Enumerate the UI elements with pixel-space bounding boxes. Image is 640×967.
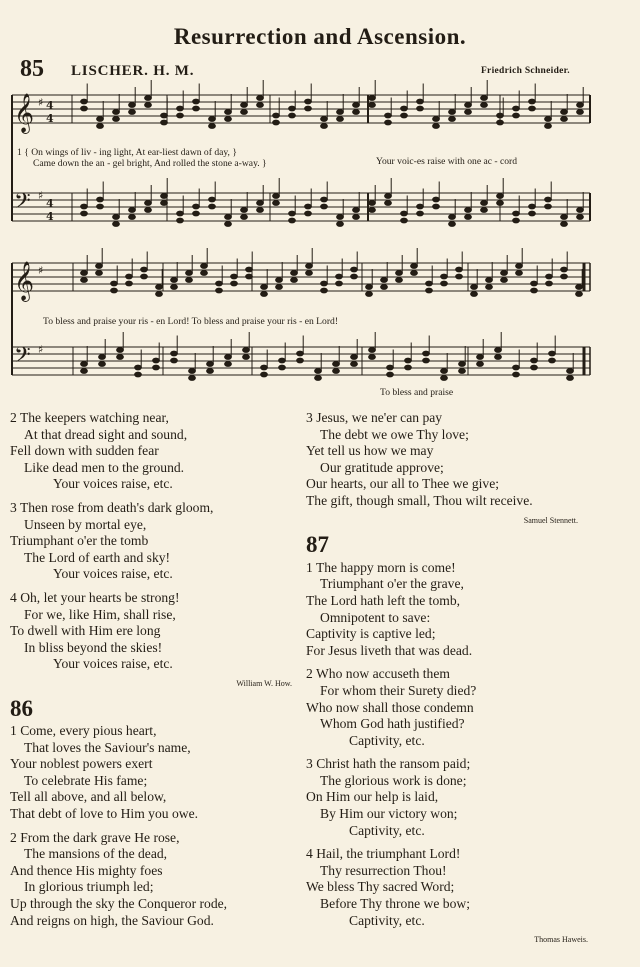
note-head bbox=[529, 106, 536, 111]
note-head bbox=[321, 281, 328, 286]
note-head bbox=[225, 117, 232, 122]
note-head bbox=[396, 271, 403, 276]
note-head bbox=[257, 201, 264, 206]
note-head bbox=[81, 362, 88, 367]
note-head bbox=[177, 218, 184, 223]
note-head bbox=[171, 358, 178, 363]
note-head bbox=[567, 369, 574, 374]
note-head bbox=[396, 278, 403, 283]
hymn87-stanza-2: 2 Who now accuseth them For whom their Surety died? Who now shall those condemn Whom God hath justified? Captivity, etc. bbox=[306, 666, 477, 748]
note-head bbox=[297, 351, 304, 356]
note-head bbox=[561, 110, 568, 115]
note-head bbox=[531, 358, 538, 363]
note-head bbox=[225, 222, 232, 227]
note-head bbox=[481, 201, 488, 206]
note-head bbox=[193, 211, 200, 216]
note-head bbox=[141, 274, 148, 279]
note-head bbox=[111, 281, 118, 286]
note-head bbox=[385, 120, 392, 125]
note-head bbox=[209, 117, 216, 122]
note-head bbox=[529, 204, 536, 209]
refrain-start: Your voic-es raise with one ac - cord bbox=[376, 156, 518, 167]
note-head bbox=[273, 113, 280, 118]
note-head bbox=[289, 218, 296, 223]
note-head bbox=[456, 267, 463, 272]
page-title: Resurrection and Ascension. bbox=[173, 24, 467, 49]
note-head bbox=[545, 204, 552, 209]
note-head bbox=[545, 197, 552, 202]
note-head bbox=[477, 362, 484, 367]
note-head bbox=[273, 201, 280, 206]
note-head bbox=[243, 355, 250, 360]
note-head bbox=[577, 215, 584, 220]
note-head bbox=[577, 110, 584, 115]
note-head bbox=[545, 124, 552, 129]
note-head bbox=[577, 208, 584, 213]
note-head bbox=[145, 201, 152, 206]
note-head bbox=[449, 110, 456, 115]
note-head bbox=[156, 292, 163, 297]
note-head bbox=[529, 211, 536, 216]
note-head bbox=[353, 103, 360, 108]
note-head bbox=[289, 106, 296, 111]
hymn-86-number: 86 bbox=[10, 695, 33, 721]
note-head bbox=[261, 372, 268, 377]
note-head bbox=[81, 204, 88, 209]
note-head bbox=[366, 292, 373, 297]
note-head bbox=[261, 365, 268, 370]
note-head bbox=[145, 96, 152, 101]
note-head bbox=[495, 348, 502, 353]
note-head bbox=[81, 106, 88, 111]
note-head bbox=[433, 117, 440, 122]
note-head bbox=[241, 208, 248, 213]
svg-text:♯: ♯ bbox=[38, 264, 44, 277]
composer-credit: Friedrich Schneider. bbox=[480, 66, 570, 76]
note-head bbox=[145, 103, 152, 108]
note-head bbox=[387, 372, 394, 377]
note-head bbox=[305, 106, 312, 111]
note-head bbox=[369, 201, 376, 206]
treble-clef-icon: 𝄞 bbox=[14, 261, 35, 301]
svg-text:4: 4 bbox=[46, 99, 54, 112]
note-head bbox=[135, 372, 142, 377]
note-head bbox=[225, 355, 232, 360]
treble-clef-icon: 𝄞 bbox=[14, 93, 35, 133]
right-column bbox=[306, 410, 598, 955]
note-head bbox=[495, 355, 502, 360]
hymn85-stanza-3: 3 Then rose from death's dark gloom, Unseen by mortal eye, Triumphant o'er the tomb The Lord of earth and sky! Your voices raise, etc. bbox=[10, 499, 214, 582]
note-head bbox=[513, 218, 520, 223]
note-head bbox=[561, 117, 568, 122]
note-head bbox=[306, 271, 313, 276]
bass-clef-icon: 𝄢 bbox=[14, 189, 31, 219]
note-head bbox=[276, 285, 283, 290]
note-head bbox=[129, 110, 136, 115]
svg-text:4: 4 bbox=[46, 210, 54, 223]
hymn87-stanza-4: 4 Hail, the triumphant Lord! Thy resurrection Thou! We bless Thy sacred Word; Before Thy throne we bow; Captivity, etc. bbox=[306, 846, 470, 928]
hymn87-stanza-3: 3 Christ hath the ransom paid; The glorious work is done; On Him our help is laid, By Him our victory won; Captivity, etc. bbox=[306, 756, 471, 838]
note-head bbox=[141, 267, 148, 272]
note-head bbox=[337, 110, 344, 115]
note-head bbox=[549, 351, 556, 356]
note-head bbox=[459, 369, 466, 374]
note-head bbox=[97, 124, 104, 129]
note-head bbox=[336, 274, 343, 279]
note-head bbox=[465, 103, 472, 108]
note-head bbox=[549, 358, 556, 363]
note-head bbox=[405, 365, 412, 370]
note-head bbox=[401, 113, 408, 118]
note-head bbox=[99, 362, 106, 367]
verse1-line2: Came down the an - gel bright, And rolled the stone a-way. } bbox=[33, 158, 267, 169]
note-head bbox=[353, 215, 360, 220]
hymn87-author: Thomas Haweis. bbox=[534, 935, 588, 945]
note-head bbox=[97, 204, 104, 209]
note-head bbox=[117, 355, 124, 360]
note-head bbox=[513, 372, 520, 377]
hymn86-author: Samuel Stennett. bbox=[523, 515, 578, 525]
verse1-line1: 1 { On wings of liv - ing light, At ear-liest dawn of day, } bbox=[17, 147, 237, 158]
svg-text:4: 4 bbox=[46, 197, 54, 210]
note-head bbox=[305, 211, 312, 216]
bass-cue-lyrics: To bless and praise bbox=[380, 387, 454, 398]
note-head bbox=[351, 362, 358, 367]
note-head bbox=[381, 278, 388, 283]
note-head bbox=[241, 103, 248, 108]
note-head bbox=[567, 376, 574, 381]
note-head bbox=[177, 113, 184, 118]
note-head bbox=[321, 204, 328, 209]
note-head bbox=[209, 124, 216, 129]
note-head bbox=[471, 285, 478, 290]
note-head bbox=[381, 285, 388, 290]
note-head bbox=[321, 117, 328, 122]
note-head bbox=[279, 358, 286, 363]
note-head bbox=[441, 281, 448, 286]
note-head bbox=[145, 208, 152, 213]
note-head bbox=[337, 215, 344, 220]
note-head bbox=[257, 96, 264, 101]
note-head bbox=[305, 204, 312, 209]
note-head bbox=[126, 281, 133, 286]
note-head bbox=[189, 369, 196, 374]
note-head bbox=[417, 211, 424, 216]
note-head bbox=[81, 369, 88, 374]
note-head bbox=[531, 281, 538, 286]
note-head bbox=[513, 106, 520, 111]
note-head bbox=[257, 103, 264, 108]
note-head bbox=[261, 292, 268, 297]
note-head bbox=[321, 124, 328, 129]
note-head bbox=[423, 351, 430, 356]
note-head bbox=[231, 274, 238, 279]
note-head bbox=[385, 201, 392, 206]
note-head bbox=[423, 358, 430, 363]
note-head bbox=[241, 215, 248, 220]
note-head bbox=[531, 288, 538, 293]
note-head bbox=[411, 264, 418, 269]
note-head bbox=[279, 365, 286, 370]
note-head bbox=[426, 288, 433, 293]
note-head bbox=[126, 274, 133, 279]
note-head bbox=[546, 274, 553, 279]
note-head bbox=[387, 365, 394, 370]
note-head bbox=[417, 204, 424, 209]
note-head bbox=[336, 281, 343, 286]
note-head bbox=[96, 271, 103, 276]
note-head bbox=[201, 271, 208, 276]
note-head bbox=[225, 215, 232, 220]
note-head bbox=[225, 110, 232, 115]
note-head bbox=[545, 117, 552, 122]
note-head bbox=[81, 278, 88, 283]
note-head bbox=[333, 369, 340, 374]
note-head bbox=[129, 103, 136, 108]
note-head bbox=[456, 274, 463, 279]
note-head bbox=[433, 124, 440, 129]
note-head bbox=[225, 362, 232, 367]
note-head bbox=[561, 267, 568, 272]
note-head bbox=[243, 348, 250, 353]
note-head bbox=[321, 197, 328, 202]
note-head bbox=[161, 194, 168, 199]
note-head bbox=[276, 278, 283, 283]
note-head bbox=[201, 264, 208, 269]
svg-text:♯: ♯ bbox=[38, 96, 44, 109]
note-head bbox=[501, 271, 508, 276]
note-head bbox=[161, 113, 168, 118]
note-head bbox=[497, 201, 504, 206]
note-head bbox=[401, 218, 408, 223]
bass-clef-icon: 𝄢 bbox=[14, 343, 31, 373]
note-head bbox=[426, 281, 433, 286]
note-head bbox=[576, 292, 583, 297]
system2-lyrics: To bless and praise your ris - en Lord! To bless and praise your ris - en Lord! bbox=[43, 316, 339, 327]
svg-text:4: 4 bbox=[46, 112, 54, 125]
note-head bbox=[97, 117, 104, 122]
note-head bbox=[209, 204, 216, 209]
note-head bbox=[351, 274, 358, 279]
note-head bbox=[465, 208, 472, 213]
note-head bbox=[497, 113, 504, 118]
note-head bbox=[501, 278, 508, 283]
note-head bbox=[353, 208, 360, 213]
note-head bbox=[113, 110, 120, 115]
note-head bbox=[177, 211, 184, 216]
note-head bbox=[369, 348, 376, 353]
note-head bbox=[513, 211, 520, 216]
note-head bbox=[337, 117, 344, 122]
note-head bbox=[129, 215, 136, 220]
note-head bbox=[369, 208, 376, 213]
note-head bbox=[366, 285, 373, 290]
note-head bbox=[576, 285, 583, 290]
note-head bbox=[216, 288, 223, 293]
note-head bbox=[333, 362, 340, 367]
note-head bbox=[273, 194, 280, 199]
note-head bbox=[449, 215, 456, 220]
note-head bbox=[261, 285, 268, 290]
hymn87-stanza-1: 1 The happy morn is come! Triumphant o'er the grave, The Lord hath left the tomb, Omnipotent to save: Captivity is captive led; For Jesus liveth that was dead. bbox=[306, 559, 473, 658]
note-head bbox=[189, 376, 196, 381]
hymn85-stanza-2: 2 The keepers watching near, At that dread sight and sound, Fell down with sudden fear Like dead men to the ground. Your voices raise, etc. bbox=[10, 410, 188, 492]
hymn-87-number: 87 bbox=[306, 532, 329, 558]
tune-name: LISCHER. H. M. bbox=[71, 63, 195, 79]
note-head bbox=[306, 264, 313, 269]
note-head bbox=[129, 208, 136, 213]
note-head bbox=[441, 376, 448, 381]
note-head bbox=[471, 292, 478, 297]
note-head bbox=[433, 204, 440, 209]
note-head bbox=[177, 106, 184, 111]
note-head bbox=[481, 96, 488, 101]
note-head bbox=[135, 365, 142, 370]
note-head bbox=[516, 264, 523, 269]
note-head bbox=[351, 355, 358, 360]
music-score bbox=[0, 0, 640, 400]
note-head bbox=[516, 271, 523, 276]
note-head bbox=[577, 103, 584, 108]
note-head bbox=[433, 197, 440, 202]
note-head bbox=[246, 274, 253, 279]
note-head bbox=[291, 271, 298, 276]
note-head bbox=[417, 99, 424, 104]
hymn85-author: William W. How. bbox=[236, 678, 292, 688]
note-head bbox=[207, 369, 214, 374]
note-head bbox=[529, 99, 536, 104]
note-head bbox=[171, 351, 178, 356]
note-head bbox=[209, 197, 216, 202]
note-head bbox=[315, 376, 322, 381]
hymn85-stanza-4: 4 Oh, let your hearts be strong! For we, like Him, shall rise, To dwell with Him ere long In bliss beyond the skies! Your voices raise, etc. bbox=[10, 589, 180, 672]
note-head bbox=[81, 99, 88, 104]
note-head bbox=[171, 285, 178, 290]
note-head bbox=[497, 194, 504, 199]
note-head bbox=[486, 285, 493, 290]
note-head bbox=[441, 369, 448, 374]
note-head bbox=[241, 110, 248, 115]
hymn86-stanza-1: 1 Come, every pious heart, That loves the Saviour's name, Your noblest powers exert To celebrate His fame; Tell all above, and all below, That debt of love to Him you owe. bbox=[10, 723, 199, 822]
note-head bbox=[481, 208, 488, 213]
note-head bbox=[113, 117, 120, 122]
note-head bbox=[531, 365, 538, 370]
note-head bbox=[297, 358, 304, 363]
note-head bbox=[449, 117, 456, 122]
note-head bbox=[156, 285, 163, 290]
note-head bbox=[113, 215, 120, 220]
note-head bbox=[97, 197, 104, 202]
note-head bbox=[405, 358, 412, 363]
note-head bbox=[546, 281, 553, 286]
note-head bbox=[465, 215, 472, 220]
note-head bbox=[216, 281, 223, 286]
note-head bbox=[411, 271, 418, 276]
hymn86-stanza-2: 2 From the dark grave He rose, The mansions of the dead, And thence His mighty foes In glorious triumph led; Up through the sky the Conqueror rode, And reigns on high, the Saviour God. bbox=[10, 829, 228, 928]
note-head bbox=[99, 355, 106, 360]
note-head bbox=[193, 204, 200, 209]
note-head bbox=[321, 288, 328, 293]
note-head bbox=[246, 267, 253, 272]
note-head bbox=[193, 99, 200, 104]
note-head bbox=[561, 222, 568, 227]
note-head bbox=[369, 355, 376, 360]
note-head bbox=[481, 103, 488, 108]
note-head bbox=[561, 215, 568, 220]
note-head bbox=[113, 222, 120, 227]
note-head bbox=[401, 106, 408, 111]
note-head bbox=[186, 271, 193, 276]
hymn-85-number: 85 bbox=[20, 56, 44, 82]
note-head bbox=[81, 211, 88, 216]
note-head bbox=[449, 222, 456, 227]
note-head bbox=[291, 278, 298, 283]
note-head bbox=[385, 194, 392, 199]
note-head bbox=[305, 99, 312, 104]
note-head bbox=[369, 96, 376, 101]
note-head bbox=[207, 362, 214, 367]
note-head bbox=[193, 106, 200, 111]
note-head bbox=[401, 211, 408, 216]
note-head bbox=[497, 120, 504, 125]
note-head bbox=[289, 211, 296, 216]
note-head bbox=[111, 288, 118, 293]
svg-text:♯: ♯ bbox=[38, 189, 44, 202]
note-head bbox=[96, 264, 103, 269]
note-head bbox=[385, 113, 392, 118]
note-head bbox=[161, 120, 168, 125]
note-head bbox=[513, 113, 520, 118]
note-head bbox=[441, 274, 448, 279]
note-head bbox=[231, 281, 238, 286]
note-head bbox=[561, 274, 568, 279]
note-head bbox=[171, 278, 178, 283]
note-head bbox=[486, 278, 493, 283]
note-head bbox=[513, 365, 520, 370]
note-head bbox=[257, 208, 264, 213]
note-head bbox=[353, 110, 360, 115]
note-head bbox=[161, 201, 168, 206]
svg-text:♯: ♯ bbox=[38, 343, 44, 356]
note-head bbox=[351, 267, 358, 272]
note-head bbox=[465, 110, 472, 115]
left-column bbox=[10, 410, 300, 936]
note-head bbox=[369, 103, 376, 108]
note-head bbox=[273, 120, 280, 125]
note-head bbox=[417, 106, 424, 111]
hymn86-stanza-3: 3 Jesus, we ne'er can pay The debt we owe Thy love; Yet tell us how we may Our gratitude approve; Our hearts, our all to Thee we give; The gift, though small, Thou wilt receive. bbox=[306, 410, 533, 508]
note-head bbox=[153, 358, 160, 363]
note-head bbox=[117, 348, 124, 353]
note-head bbox=[153, 365, 160, 370]
note-head bbox=[186, 278, 193, 283]
note-head bbox=[289, 113, 296, 118]
note-head bbox=[337, 222, 344, 227]
note-head bbox=[477, 355, 484, 360]
note-head bbox=[315, 369, 322, 374]
note-head bbox=[459, 362, 466, 367]
note-head bbox=[81, 271, 88, 276]
